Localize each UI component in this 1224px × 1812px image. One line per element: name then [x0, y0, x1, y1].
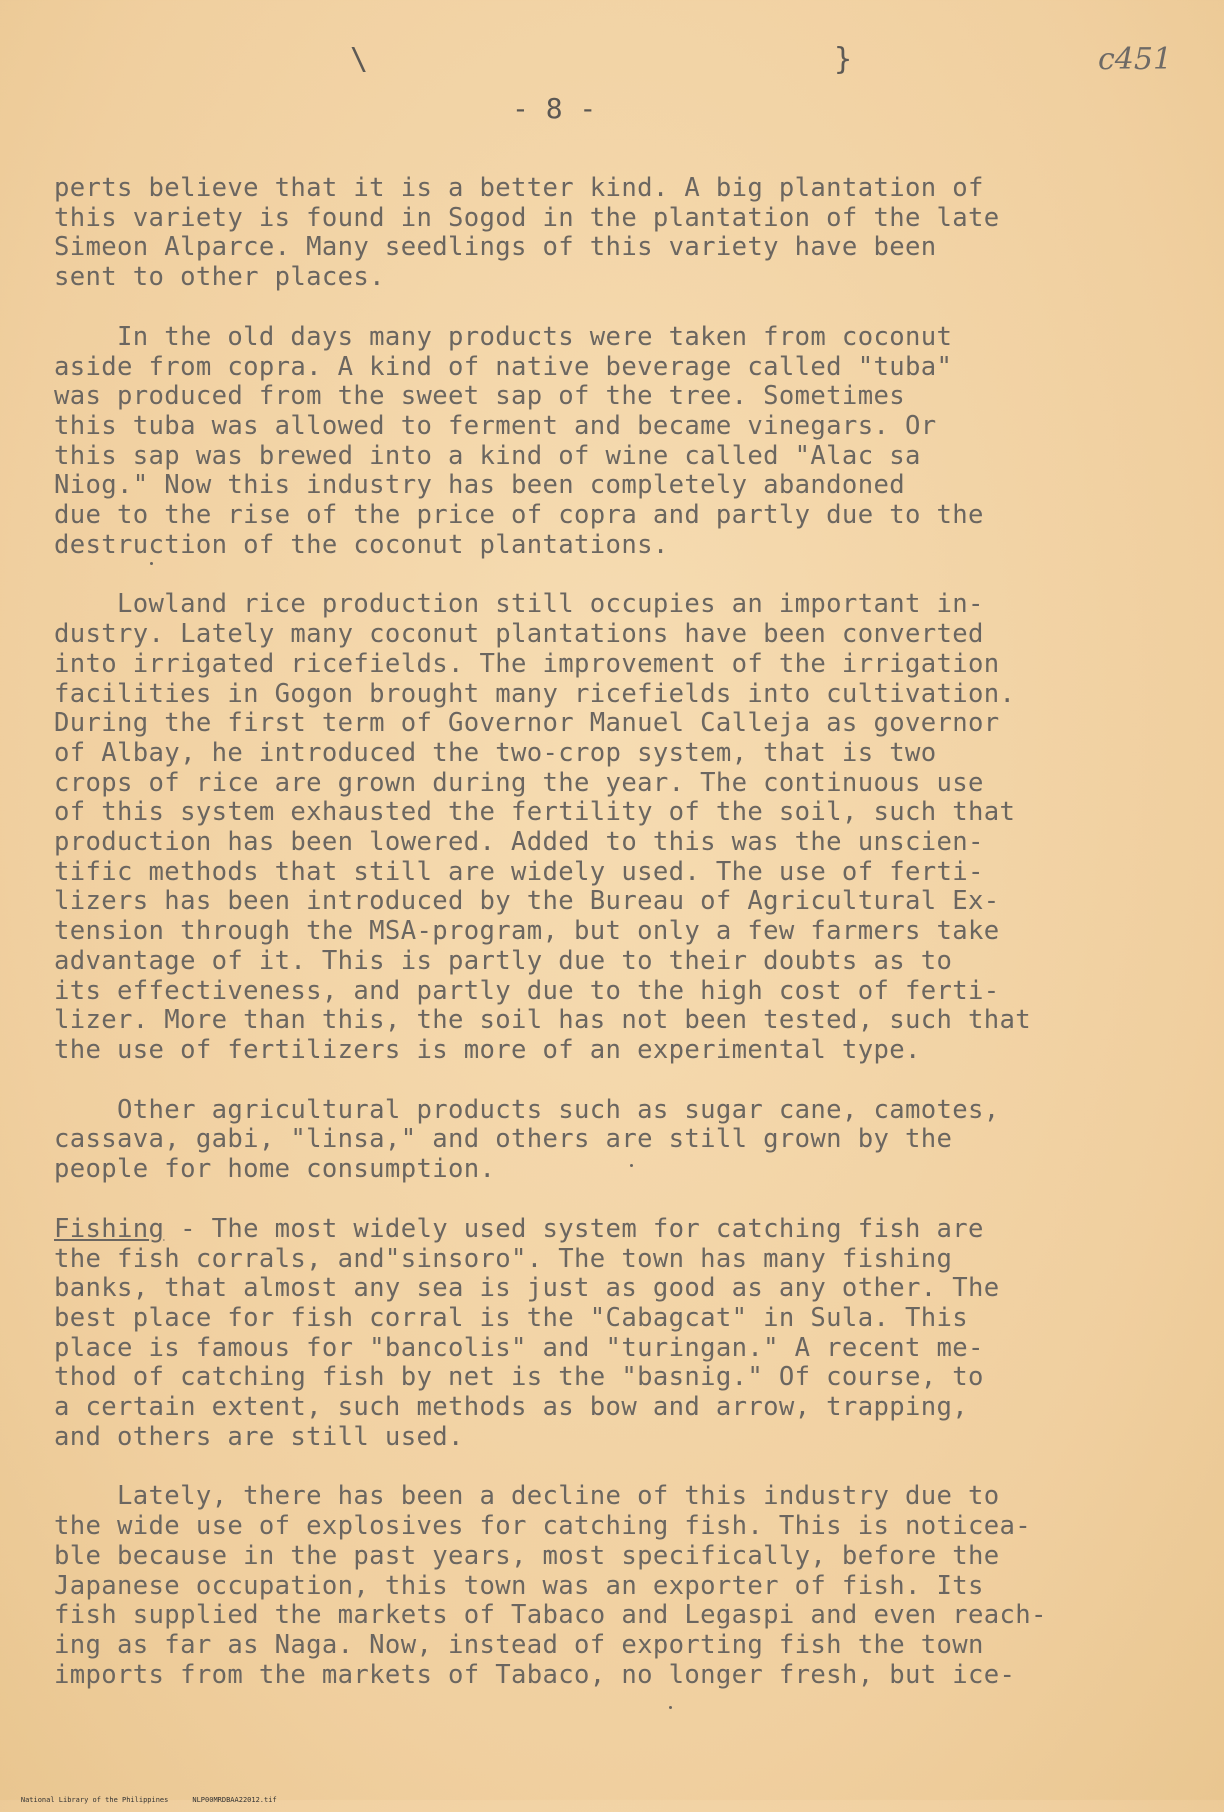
paragraph — [54, 1215, 1174, 1453]
text-line: was produced from the sweet sap of the tree. Sometimes — [54, 381, 905, 412]
text-line: of this system exhausted the fertility of the soil, such that — [54, 797, 1016, 828]
text-line: place is famous for "bancolis" and "turingan." A recent me- — [54, 1332, 984, 1363]
text-line: During the first term of Governor Manuel Calleja as governor — [54, 708, 1000, 739]
text-line: Japanese occupation, this town was an exporter of fish. Its — [54, 1570, 984, 1601]
text-line: its effectiveness, and partly due to the high cost of ferti- — [54, 975, 1000, 1006]
pencil-mark-right: } — [834, 42, 853, 77]
text-line: destruction of the coconut plantations. — [54, 529, 669, 560]
text-line: this variety is found in Sogod in the plantation of the late — [54, 202, 1000, 233]
paragraph — [54, 1096, 1174, 1185]
text-line: the wide use of explosives for catching fish. This is noticea- — [54, 1511, 1032, 1542]
text-line: the use of fertilizers is more of an experimental type. — [54, 1034, 921, 1065]
text-line: this sap was brewed into a kind of wine called "Alac sa — [54, 440, 921, 471]
text-line: Other agricultural products such as sugar cane, camotes, — [54, 1094, 1000, 1125]
text-line: Simeon Alparce. Many seedlings of this variety have been — [54, 232, 937, 263]
text-line: due to the rise of the price of copra and partly due to the — [54, 500, 984, 531]
text-line: of Albay, he introduced the two-crop system, that is two — [54, 737, 937, 768]
text-line-rest: - The most widely used system for catching fish are — [164, 1213, 984, 1244]
paragraph — [54, 590, 1174, 1065]
text-line: best place for fish corral is the "Cabagcat" in Sula. This — [54, 1302, 969, 1333]
footer-library: National Library of the Philippines — [20, 1796, 169, 1804]
text-line: facilities in Gogon brought many ricefields into cultivation. — [54, 678, 1016, 709]
text-line: ing as far as Naga. Now, instead of exporting fish the town — [54, 1629, 984, 1660]
text-line: advantage of it. This is partly due to their doubts as to — [54, 945, 953, 976]
paragraph — [54, 174, 1174, 293]
text-line: aside from copra. A kind of native beverage called "tuba" — [54, 351, 953, 382]
text-line: the fish corrals, and"sinsoro". The town has many fishing — [54, 1243, 953, 1274]
ink-speck — [150, 562, 153, 565]
text-line: cassava, gabi, "linsa," and others are still grown by the — [54, 1124, 953, 1155]
text-line: crops of rice are grown during the year. The continuous use — [54, 767, 984, 798]
text-line: lizer. More than this, the soil has not been tested, such that — [54, 1005, 1032, 1036]
footer-file-id: NLP00MRDBAA22012.tif — [192, 1796, 277, 1804]
text-line: tific methods that still are widely used. The use of ferti- — [54, 856, 984, 887]
ink-speck — [630, 1164, 633, 1167]
text-line: sent to other places. — [54, 262, 385, 293]
text-line: ble because in the past years, most specifically, before the — [54, 1540, 1000, 1571]
text-line: this tuba was allowed to ferment and became vinegars. Or — [54, 410, 937, 441]
pencil-mark-left: \ — [350, 42, 369, 77]
scan-footer — [4, 1788, 301, 1812]
text-line: In the old days many products were taken from coconut — [54, 321, 953, 352]
text-line: imports from the markets of Tabaco, no longer fresh, but ice- — [54, 1659, 1016, 1690]
text-line: and others are still used. — [54, 1421, 464, 1452]
paragraph — [54, 323, 1174, 561]
text-line: thod of catching fish by net is the "basnig." Of course, to — [54, 1362, 984, 1393]
text-line: banks, that almost any sea is just as good as any other. The — [54, 1273, 1000, 1304]
document-body — [54, 174, 1174, 1720]
paragraph — [54, 1482, 1174, 1690]
ink-speck — [669, 1706, 672, 1709]
text-line: a certain extent, such methods as bow and arrow, trapping, — [54, 1392, 969, 1423]
text-line: dustry. Lately many coconut plantations have been converted — [54, 619, 984, 650]
text-line: people for home consumption. — [54, 1154, 496, 1185]
text-line: fish supplied the markets of Tabaco and Legaspi and even reach- — [54, 1600, 1047, 1631]
text-line: into irrigated ricefields. The improvement of the irrigation — [54, 648, 1000, 679]
page-number: - 8 - — [512, 92, 597, 125]
text-line: lizers has been introduced by the Bureau of Agricultural Ex- — [54, 886, 1000, 917]
text-line: Lately, there has been a decline of this industry due to — [54, 1481, 1000, 1512]
text-line — [54, 1215, 1174, 1245]
text-line: perts believe that it is a better kind. A big plantation of — [54, 173, 984, 203]
text-line: tension through the MSA-program, but only a few farmers take — [54, 916, 1000, 947]
text-line: Lowland rice production still occupies an important in- — [54, 589, 984, 620]
text-line: production has been lowered. Added to this was the unscien- — [54, 827, 984, 858]
handwritten-reference-number: c451 — [1098, 42, 1173, 77]
text-line: Niog." Now this industry has been completely abandoned — [54, 470, 905, 501]
section-heading: Fishing — [54, 1213, 165, 1244]
